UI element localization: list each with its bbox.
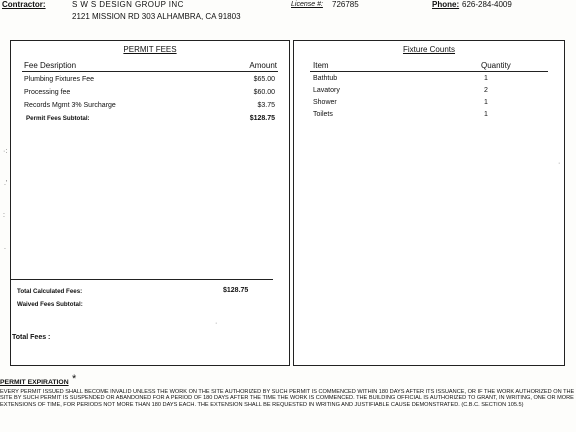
fees-header-rule: [22, 71, 278, 72]
scan-artifact: .: [4, 244, 6, 251]
phone-label: Phone:: [432, 0, 460, 9]
totals-rule: [11, 279, 273, 280]
phone-number: 626-284-4009: [462, 0, 512, 9]
permit-fees-title: PERMIT FEES: [123, 45, 177, 54]
fee-description-header: Fee Desription: [24, 61, 77, 70]
license-number: 726785: [332, 0, 359, 9]
item-header: Item: [313, 61, 329, 70]
fixture-counts-panel: [293, 40, 565, 366]
quantity-header: Quantity: [481, 61, 511, 70]
fixture-row-qty: 1: [484, 75, 488, 82]
permit-fees-panel: [10, 40, 290, 366]
contractor-label: Contractor:: [2, 0, 46, 9]
waived-fees-subtotal-label: Waived Fees Subtotal:: [17, 301, 83, 308]
fixture-row-item: Shower: [313, 99, 337, 106]
fixture-row-item: Toilets: [313, 111, 333, 118]
permit-fees-subtotal-value: $128.75: [249, 115, 275, 122]
permit-expiration-text: EVERY PERMIT ISSUED SHALL BECOME INVALID UNLESS THE WORK ON THE SITE AUTHORIZED BY SUCH PERMIT IS COMMENCED WITHIN 180 DAYS AFTER ITS ISSUANCE, OR IF THE WORK AUTHORIZED ON THE SITE BY SUCH PERMIT IS SUSPENDED OR ABANDONED FOR A PERIOD OF 180 DAYS AFTER THE TIME THE WORK IS COMMENCED. THE BUILDING OFFICIAL IS AUTHORIZED TO GRANT, IN WRITING, ONE OR MORE EXTENSIONS OF TIME, FOR PERIODS NOT MORE THAN 180 DAYS EACH. THE EXTENSION SHALL BE REQUESTED IN WRITING AND JUSTIFIABLE CAUSE DEMONSTRATED. (C.B.C. SECTION 105.5): [0, 389, 575, 408]
fixture-row-qty: 1: [484, 99, 488, 106]
total-calculated-fees-label: Total Calculated Fees:: [17, 288, 83, 295]
license-label: License #:: [291, 1, 323, 8]
total-fees-label: Total Fees :: [12, 334, 51, 341]
scan-artifact: .': [4, 180, 8, 187]
total-calculated-fees-value: $128.75: [223, 287, 249, 294]
fixture-row-qty: 1: [484, 111, 488, 118]
scan-artifact: ·:: [3, 148, 8, 155]
contractor-name: S W S DESIGN GROUP INC: [72, 0, 184, 9]
scan-artifact: :: [3, 212, 5, 219]
expiration-asterisk: *: [72, 373, 77, 385]
fee-row-desc: Records Mgmt 3% Surcharge: [24, 102, 116, 109]
permit-fees-subtotal-label: Permit Fees Subtotal:: [26, 115, 90, 122]
fixtures-header-rule: [310, 71, 548, 72]
fixture-row-qty: 2: [484, 87, 488, 94]
scan-artifact: ·: [215, 320, 218, 327]
amount-header: Amount: [249, 61, 277, 70]
fixture-row-item: Bathtub: [313, 75, 338, 82]
fee-row-amount: $65.00: [253, 76, 275, 83]
fee-row-desc: Plumbing Fixtures Fee: [24, 76, 95, 83]
fixture-row-item: Lavatory: [313, 87, 340, 94]
fixture-counts-title: Fixture Counts: [402, 45, 456, 54]
fee-row-amount: $60.00: [253, 89, 275, 96]
fee-row-amount: $3.75: [257, 102, 275, 109]
permit-expiration-title: PERMIT EXPIRATION: [0, 379, 69, 386]
fee-row-desc: Processing fee: [24, 89, 71, 96]
scan-artifact: ·: [558, 160, 561, 167]
contractor-address: 2121 MISSION RD 303 ALHAMBRA, CA 91803: [72, 12, 241, 21]
